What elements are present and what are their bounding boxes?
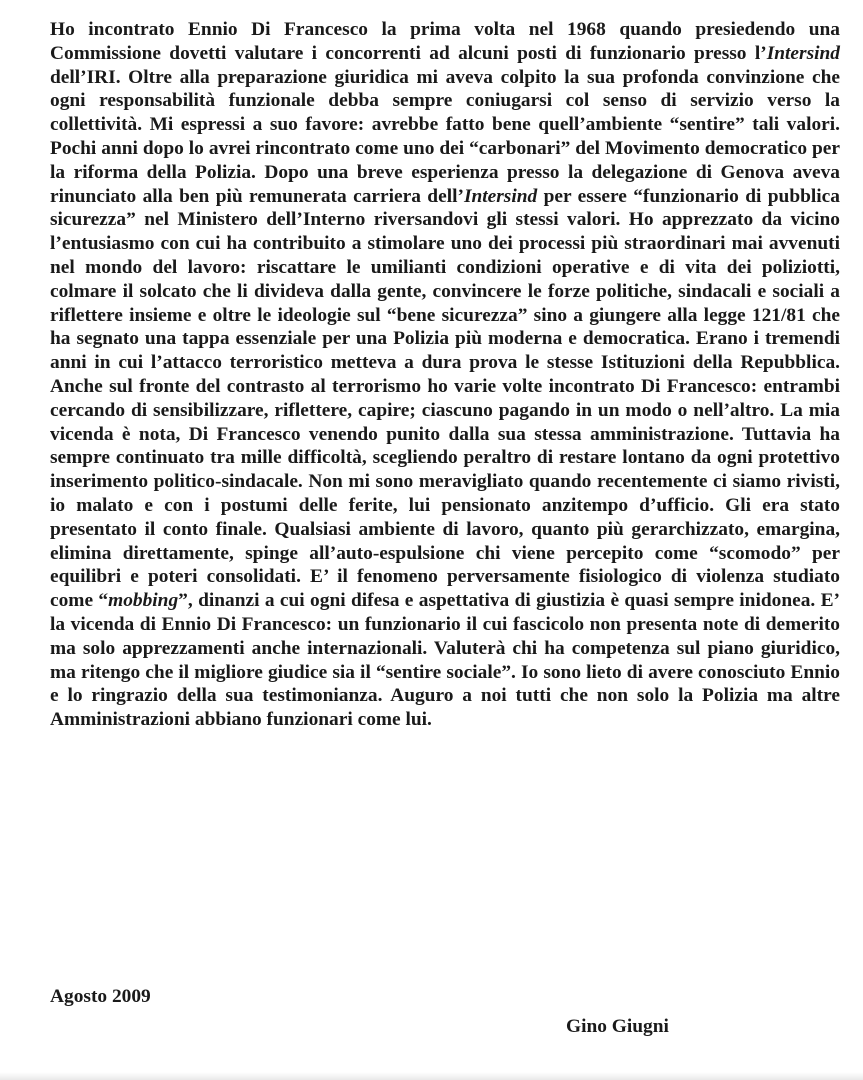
letter-signature: Gino Giugni: [566, 1016, 669, 1037]
body-segment: dell’IRI. Oltre alla preparazione giuridica mi aveva colpito la sua profonda convinzione che ogni responsabilità funzionale debba sempre coniugarsi col senso di servizio verso la collettività. Mi espressi a suo favore: avrebbe fatto bene quell’ambiente “sentire” tali valori. Pochi anni dopo lo avrei rincontrato come uno dei “carbonari” del Movimento democratico per la riforma della Polizia. Dopo una breve esperienza presso la delegazione di Genova aveva rinunciato alla ben più remunerata carriera dell’: [50, 66, 840, 207]
body-segment-italic: mobbing: [108, 590, 179, 612]
scan-edge: [0, 1072, 863, 1080]
body-segment: ”, dinanzi a cui ogni difesa e aspettativa di giustizia è quasi sempre inidonea. E’ la vicenda di Ennio Di Francesco: un funzionario il cui fascicolo non presenta note di demerito ma solo apprezzamenti anche internazionali. Valuterà chi ha competenza sul piano giuridico, ma ritengo che il migliore giudice sia il “sentire sociale”. Io sono lieto di avere conosciuto Ennio e lo ringrazio della sua testimonianza. Auguro a noi tutti che non solo la Polizia ma altre Amministrazioni abbiano funzionari come lui.: [50, 590, 841, 731]
letter-date: Agosto 2009: [50, 986, 151, 1007]
body-segment-italic: Intersind: [766, 42, 840, 64]
body-segment-italic: Intersind: [463, 185, 538, 207]
body-segment: per essere “funzionario di pubblica sicurezza” nel Ministero dell’Interno riversandovi gli stessi valori. Ho apprezzato da vicino l’entusiasmo con cui ha contribuito a stimolare uno dei processi più straordinari mai avvenuti nel mondo del lavoro: riscattare le umilianti condizioni operative e di vita dei poliziotti, colmare il solcato che li divideva dalla gente, convincere le forze politiche, sindacali e sociali a riflettere insieme e oltre le ideologie sul “bene sicurezza” sino a giungere alla legge 121/81 che ha segnato una tappa essenziale per una Polizia più moderna e democratica. Erano i tremendi anni in cui l’attacco terroristico metteva a dura prova le stesse Istituzioni della Repubblica. Anche sul fronte del contrasto al terrorismo ho varie volte incontrato Di Francesco: entrambi cercando di sensibilizzare, riflettere, capire; ciascuno pagando in un modo o nell’altro. La mia vicenda è nota, Di Francesco venendo punito dalla sua stessa amministrazione. Tuttavia ha sempre continuato tra mille difficoltà, scegliendo peraltro di restare lontano da ogni protettivo inserimento politico-sindacale. Non mi sono meravigliato quando recentemente ci siamo rivisti, io malato e con i postumi delle ferite, lui pensionato anzitempo d’ufficio. Gli era stato presentato il conto finale. Qualsiasi ambiente di lavoro, quanto più gerarchizzato, emargina, elimina direttamente, spinge all’auto-espulsione chi viene percepito come “scomodo” per equilibri e poteri consolidati. E’ il fenomeno perversamente fisiologico di violenza studiato come “: [50, 185, 840, 612]
letter-body: [50, 18, 840, 732]
body-segment: Ho incontrato Ennio Di Francesco la prima volta nel 1968 quando presiedendo una Commissione dovetti valutare i concorrenti ad alcuni posti di funzionario presso l’: [50, 19, 840, 64]
